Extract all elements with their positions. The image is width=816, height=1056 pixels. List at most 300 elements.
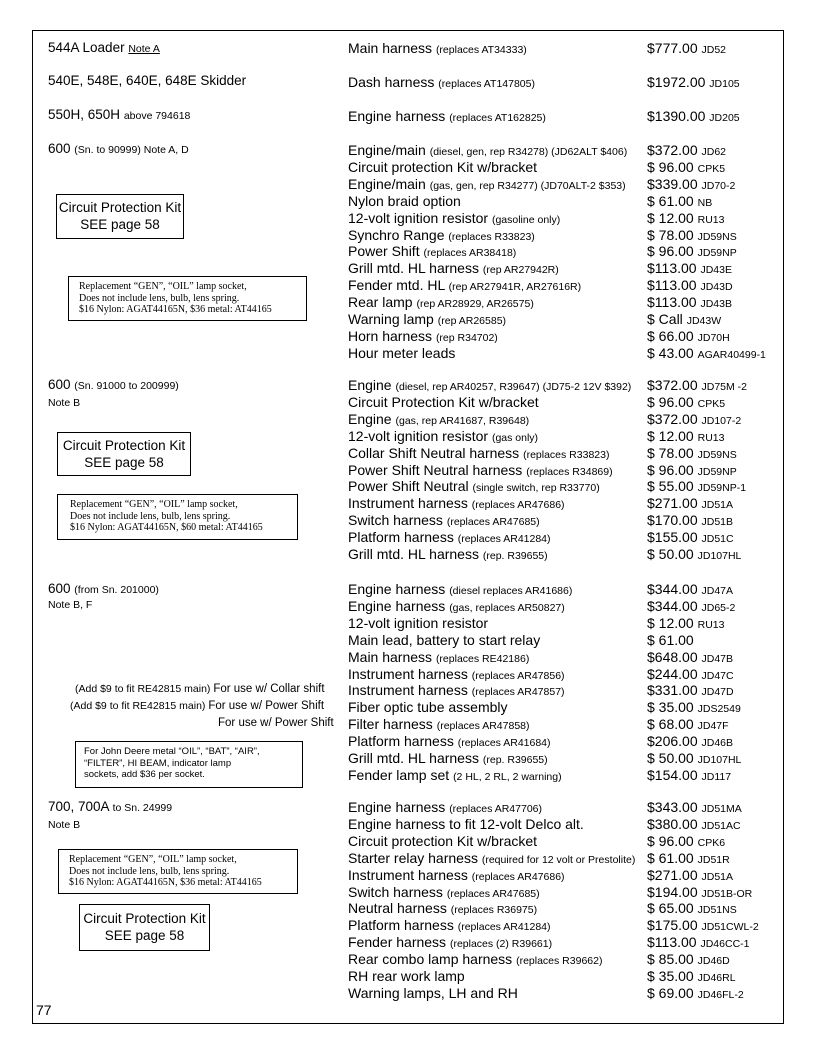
note-line: $16 Nylon: AGAT44165N, $36 metal: AT44165 xyxy=(69,877,262,888)
side-label xyxy=(70,701,324,713)
note-line: sockets, add $36 per socket. xyxy=(84,769,205,780)
item-detail: (replaces AR47856) xyxy=(471,670,565,682)
item-name: Grill mtd. HL harness xyxy=(348,750,479,766)
price-cell xyxy=(647,228,737,243)
item-name: Engine/main xyxy=(348,142,426,158)
item-name: Horn harness xyxy=(348,328,433,344)
price-cell xyxy=(647,717,729,732)
item-detail: (replaces R39662) xyxy=(516,955,603,967)
item-detail: (replaces AR41284) xyxy=(457,921,551,933)
item-row xyxy=(348,868,565,883)
price-cell xyxy=(647,885,752,900)
item-name: Fender lamp set xyxy=(348,767,450,783)
price-cell xyxy=(647,935,749,950)
item-price: $271.00 xyxy=(647,495,698,511)
item-row xyxy=(348,329,498,344)
item-price: $154.00 xyxy=(647,767,698,783)
item-code: JD43E xyxy=(700,264,732,276)
item-name: Instrument harness xyxy=(348,867,468,883)
item-price: $1972.00 xyxy=(647,74,706,90)
side-label-text: For use w/ Power Shift xyxy=(208,700,325,712)
item-name: Instrument harness xyxy=(348,682,468,698)
model-600-early xyxy=(48,142,189,156)
item-detail: (gas, gen, rep R34277) (JD70ALT-2 $353) xyxy=(429,180,626,192)
item-price: $271.00 xyxy=(647,867,698,883)
item-code: JD51C xyxy=(701,533,734,545)
item-code: JD51AC xyxy=(701,820,741,832)
item-code: JD46B xyxy=(701,737,734,749)
item-price: $ 55.00 xyxy=(647,478,694,494)
item-code: JD51B-OR xyxy=(701,888,753,900)
item-price: $206.00 xyxy=(647,733,698,749)
item-row xyxy=(348,952,602,967)
item-price: $ 12.00 xyxy=(647,428,694,444)
price-cell xyxy=(647,851,730,866)
price-cell xyxy=(647,463,737,478)
item-name: Switch harness xyxy=(348,512,443,528)
item-code: JD59NS xyxy=(697,231,737,243)
item-code: JD59NP xyxy=(697,466,737,478)
item-row xyxy=(348,582,572,597)
item-row xyxy=(348,599,565,614)
item-name: Platform harness xyxy=(348,529,454,545)
item-code: JD46CC-1 xyxy=(700,938,750,950)
kit-box-title: Circuit Protection Kit xyxy=(58,200,182,215)
item-code: JD51A xyxy=(701,871,734,883)
note-line: Does not include lens, bulb, lens spring. xyxy=(70,510,231,522)
item-name: Main lead, battery to start relay xyxy=(348,632,541,648)
item-code: NB xyxy=(697,197,713,209)
item-row xyxy=(348,378,631,393)
page-number: 77 xyxy=(36,1002,52,1018)
item-row xyxy=(348,547,548,562)
item-name: Engine harness xyxy=(348,598,446,614)
price-cell xyxy=(647,633,694,648)
item-detail: (replaces R34869) xyxy=(526,466,613,478)
item-detail: (replaces AT162825) xyxy=(449,112,546,124)
item-detail: (rep. R39655) xyxy=(482,550,548,562)
item-name: Switch harness xyxy=(348,884,443,900)
item-price: $ 61.00 xyxy=(647,193,694,209)
item-code: JD59NP-1 xyxy=(697,482,747,494)
price-cell xyxy=(647,295,732,310)
item-name: Engine xyxy=(348,377,392,393)
item-detail: (gasoline only) xyxy=(491,214,561,226)
item-price: $113.00 xyxy=(647,277,697,293)
item-detail: (replaces RE42186) xyxy=(435,653,530,665)
item-name: Engine harness xyxy=(348,581,446,597)
note-line: Replacement “GEN”, “OIL” lamp socket, xyxy=(70,499,238,510)
item-price: $244.00 xyxy=(647,666,698,682)
item-code: JD59NS xyxy=(697,449,737,461)
price-cell xyxy=(647,261,732,276)
item-code: RU13 xyxy=(697,214,725,226)
item-name: Platform harness xyxy=(348,733,454,749)
item-detail: (gas, rep AR41687, R39648) xyxy=(395,415,530,427)
price-cell xyxy=(647,143,726,158)
price-cell xyxy=(647,952,730,967)
item-price: $ 96.00 xyxy=(647,159,694,175)
item-code: JD59NP xyxy=(697,247,737,259)
price-cell xyxy=(647,582,733,597)
item-row xyxy=(348,429,538,444)
item-code: CPK6 xyxy=(697,837,726,849)
item-name: Instrument harness xyxy=(348,666,468,682)
item-price: $ 78.00 xyxy=(647,227,694,243)
item-detail: (replaces AR41684) xyxy=(457,737,551,749)
item-price: $ 50.00 xyxy=(647,750,694,766)
item-name: 12-volt ignition resistor xyxy=(348,428,489,444)
item-detail: (replaces AR41284) xyxy=(457,533,551,545)
item-row xyxy=(348,768,562,783)
model-name: 540E, 548E, 640E, 648E Skidder xyxy=(48,73,247,88)
item-detail: (rep AR27942R) xyxy=(482,264,559,276)
model-name: 544A Loader xyxy=(48,40,129,55)
item-price: $ 68.00 xyxy=(647,716,694,732)
item-name: Platform harness xyxy=(348,917,454,933)
price-cell xyxy=(647,768,731,783)
item-code: RU13 xyxy=(697,619,725,631)
item-row xyxy=(348,616,488,631)
item-price: $777.00 xyxy=(647,40,698,56)
item-name: 12-volt ignition resistor xyxy=(348,615,489,631)
side-label xyxy=(75,684,325,696)
item-price: $113.00 xyxy=(647,294,697,310)
price-cell xyxy=(647,496,733,511)
item-price: $ 35.00 xyxy=(647,968,694,984)
item-price: $339.00 xyxy=(647,176,698,192)
note-line: For John Deere metal “OIL”, “BAT”, “AIR”, xyxy=(84,746,260,757)
price-cell xyxy=(647,412,741,427)
item-detail: (rep AR27941R, AR27616R) xyxy=(448,281,582,293)
price-cell xyxy=(647,479,746,494)
item-name: Engine harness to fit 12-volt Delco alt. xyxy=(348,816,584,832)
item-price: $113.00 xyxy=(647,260,697,276)
item-row xyxy=(348,817,584,832)
item-code: JD47F xyxy=(697,720,729,732)
item-row xyxy=(348,41,527,56)
price-cell xyxy=(647,244,737,259)
item-row xyxy=(348,751,548,766)
price-cell xyxy=(647,700,741,715)
item-code: JD51A xyxy=(701,499,734,511)
item-row xyxy=(348,667,565,682)
item-detail: (replaces AR47857) xyxy=(471,686,565,698)
model-note: (Sn. to 90999) Note A, D xyxy=(74,144,189,156)
item-detail: (rep. R39655) xyxy=(482,754,548,766)
model-600-late xyxy=(48,582,159,596)
item-row xyxy=(348,700,508,715)
item-price: $ 78.00 xyxy=(647,445,694,461)
item-row xyxy=(348,683,565,698)
item-price: $344.00 xyxy=(647,598,698,614)
item-detail: (replaces AR47858) xyxy=(436,720,530,732)
item-code: JD46FL-2 xyxy=(697,989,744,1001)
price-cell xyxy=(647,800,742,815)
item-name: Engine harness xyxy=(348,799,446,815)
item-price: $ 96.00 xyxy=(647,394,694,410)
item-row xyxy=(348,143,627,158)
price-cell xyxy=(647,616,724,631)
item-detail: (diesel, rep AR40257, R39647) (JD75-2 12V $392) xyxy=(395,381,632,393)
note-line: $16 Nylon: AGAT44165N, $36 metal: AT44165 xyxy=(79,304,272,315)
item-detail: (2 HL, 2 RL, 2 warning) xyxy=(453,771,562,783)
item-detail: (diesel, gen, rep R34278) (JD62ALT $406) xyxy=(429,146,628,158)
item-code: JD51NS xyxy=(697,904,737,916)
side-label-text: For use w/ Collar shift xyxy=(213,683,325,695)
kit-reference-box xyxy=(57,432,191,476)
item-price: $113.00 xyxy=(647,934,697,950)
kit-box-title: Circuit Protection Kit xyxy=(62,438,186,453)
item-code: JD51CWL-2 xyxy=(701,921,759,933)
item-detail: (required for 12 volt or Prestolite) xyxy=(481,854,636,866)
item-detail: (replaces AR47686) xyxy=(471,499,565,511)
item-name: Warning lamp xyxy=(348,311,434,327)
price-cell xyxy=(647,834,725,849)
model-700 xyxy=(48,800,172,814)
price-cell xyxy=(647,969,736,984)
model-name: 550H, 650H xyxy=(48,107,124,122)
item-name: Circuit protection Kit w/bracket xyxy=(348,159,538,175)
item-name: 12-volt ignition resistor xyxy=(348,210,489,226)
item-row xyxy=(348,496,565,511)
item-name: Engine harness xyxy=(348,108,446,124)
item-row xyxy=(348,834,537,849)
model-note: to Sn. 24999 xyxy=(112,802,173,814)
item-row xyxy=(348,228,535,243)
price-cell xyxy=(647,683,734,698)
item-row xyxy=(348,194,461,209)
price-cell xyxy=(647,513,733,528)
item-name: Fiber optic tube assembly xyxy=(348,699,508,715)
item-row xyxy=(348,918,551,933)
item-code: RU13 xyxy=(697,432,725,444)
item-row xyxy=(348,633,540,648)
item-price: $331.00 xyxy=(647,682,698,698)
price-cell xyxy=(647,817,741,832)
item-code: CPK5 xyxy=(697,163,726,175)
item-code: JD65-2 xyxy=(701,602,736,614)
price-cell xyxy=(647,75,740,90)
price-cell xyxy=(647,329,730,344)
item-code: JD51R xyxy=(697,854,730,866)
price-cell xyxy=(647,41,726,56)
model-note: Note A xyxy=(128,43,160,55)
item-detail: (replaces AR47685) xyxy=(446,516,540,528)
item-price: $ 66.00 xyxy=(647,328,694,344)
item-name: Power Shift xyxy=(348,243,420,259)
item-code: JD107-2 xyxy=(701,415,742,427)
side-label-note: (Add $9 to fit RE42815 main) xyxy=(75,683,214,695)
item-name: Starter relay harness xyxy=(348,850,478,866)
item-detail: (gas only) xyxy=(491,432,539,444)
price-cell xyxy=(647,918,759,933)
item-code: JD51B xyxy=(701,516,734,528)
item-price: $343.00 xyxy=(647,799,698,815)
item-row xyxy=(348,935,552,950)
item-price: $ 85.00 xyxy=(647,951,694,967)
item-detail: (replaces AR47686) xyxy=(471,871,565,883)
price-cell xyxy=(647,751,741,766)
item-row xyxy=(348,986,518,1001)
price-cell xyxy=(647,211,724,226)
item-price: $ 65.00 xyxy=(647,900,694,916)
model-note: Note B xyxy=(48,819,81,831)
model-550h-650h xyxy=(48,108,190,122)
price-cell xyxy=(647,530,734,545)
item-price: $ 69.00 xyxy=(647,985,694,1001)
price-cell xyxy=(647,194,712,209)
price-cell xyxy=(647,667,734,682)
item-price: $372.00 xyxy=(647,142,698,158)
item-name: Instrument harness xyxy=(348,495,468,511)
item-detail: (replaces AT147805) xyxy=(438,78,535,90)
item-row xyxy=(348,969,465,984)
item-name: Grill mtd. HL harness xyxy=(348,260,479,276)
note-line: Replacement “GEN”, “OIL” lamp socket, xyxy=(79,281,247,292)
model-note: Note B, F xyxy=(48,599,93,611)
item-code: JD47C xyxy=(701,670,734,682)
item-price: $170.00 xyxy=(647,512,698,528)
item-price: $648.00 xyxy=(647,649,698,665)
item-name: Synchro Range xyxy=(348,227,445,243)
item-detail: (replaces R33823) xyxy=(523,449,610,461)
item-name: Engine xyxy=(348,411,392,427)
item-name: Engine/main xyxy=(348,176,426,192)
item-price: $ 35.00 xyxy=(647,699,694,715)
price-cell xyxy=(647,599,735,614)
item-row xyxy=(348,734,551,749)
item-name: Filter harness xyxy=(348,716,433,732)
side-label xyxy=(218,718,334,730)
kit-reference-box xyxy=(79,904,210,951)
item-row xyxy=(348,160,537,175)
item-price: $194.00 xyxy=(647,884,698,900)
item-code: JD47A xyxy=(701,585,734,597)
item-price: $ 96.00 xyxy=(647,833,694,849)
item-row xyxy=(348,278,581,293)
item-row xyxy=(348,295,534,310)
item-name: Power Shift Neutral xyxy=(348,478,469,494)
kit-box-page: SEE page 58 xyxy=(84,455,164,470)
model-544a-loader xyxy=(48,41,160,55)
item-name: Neutral harness xyxy=(348,900,447,916)
item-price: $155.00 xyxy=(647,529,698,545)
price-cell xyxy=(647,986,744,1001)
kit-reference-box xyxy=(56,194,184,239)
note-line: “FILTER”, HI BEAM, indicator lamp xyxy=(84,757,232,769)
item-row xyxy=(348,851,635,866)
item-code: JD47D xyxy=(701,686,734,698)
item-price: $ 50.00 xyxy=(647,546,694,562)
model-note: (Sn. 91000 to 200999) xyxy=(74,380,179,392)
item-name: Warning lamps, LH and RH xyxy=(348,985,518,1001)
note-line: Replacement “GEN”, “OIL” lamp socket, xyxy=(69,854,237,865)
item-detail: (rep R34702) xyxy=(435,332,498,344)
price-cell xyxy=(647,278,733,293)
price-cell xyxy=(647,177,735,192)
item-price: $ 12.00 xyxy=(647,615,694,631)
model-name: 600 xyxy=(48,377,75,392)
item-code: JD52 xyxy=(701,44,727,56)
item-price: $ 96.00 xyxy=(647,462,694,478)
item-code: JD43D xyxy=(700,281,733,293)
item-row xyxy=(348,463,613,478)
item-detail: (single switch, rep R33770) xyxy=(472,482,600,494)
item-name: Hour meter leads xyxy=(348,345,456,361)
item-price: $380.00 xyxy=(647,816,698,832)
item-detail: (replaces AT34333) xyxy=(435,44,527,56)
item-price: $ Call xyxy=(647,311,683,327)
item-price: $ 61.00 xyxy=(647,632,694,648)
model-skidder xyxy=(48,74,246,88)
side-label-note: (Add $9 to fit RE42815 main) xyxy=(70,700,209,712)
item-price: $372.00 xyxy=(647,377,698,393)
item-row xyxy=(348,901,537,916)
price-cell xyxy=(647,378,747,393)
model-name: 600 xyxy=(48,141,75,156)
item-row xyxy=(348,650,529,665)
price-cell xyxy=(647,346,766,361)
item-code: CPK5 xyxy=(697,398,726,410)
item-row xyxy=(348,261,559,276)
item-code: JD105 xyxy=(709,78,740,90)
item-price: $344.00 xyxy=(647,581,698,597)
item-row xyxy=(348,800,542,815)
model-name: 600 xyxy=(48,581,75,596)
item-price: $372.00 xyxy=(647,411,698,427)
item-row xyxy=(348,211,560,226)
item-code: JD51MA xyxy=(701,803,742,815)
item-name: Fender harness xyxy=(348,934,447,950)
item-code: JD205 xyxy=(709,112,740,124)
item-name: Fender mtd. HL xyxy=(348,277,445,293)
item-row xyxy=(348,346,455,361)
item-row xyxy=(348,412,529,427)
kit-box-page: SEE page 58 xyxy=(104,928,185,943)
price-cell xyxy=(647,734,733,749)
price-cell xyxy=(647,395,725,410)
model-note: (from Sn. 201000) xyxy=(74,584,159,596)
model-note: Note B xyxy=(48,397,81,409)
item-name: Nylon braid option xyxy=(348,193,461,209)
item-detail: (rep AR28929, AR26575) xyxy=(416,298,534,310)
item-row xyxy=(348,885,540,900)
item-code: JD43W xyxy=(686,315,722,327)
item-row xyxy=(348,109,546,124)
item-row xyxy=(348,395,539,410)
item-name: Circuit Protection Kit w/bracket xyxy=(348,394,539,410)
deere-socket-note xyxy=(75,741,303,788)
item-row xyxy=(348,312,506,327)
item-code: JD62 xyxy=(701,146,727,158)
item-code: AGAR40499-1 xyxy=(697,349,766,361)
item-row xyxy=(348,446,609,461)
side-label-text: For use w/ Power Shift xyxy=(218,717,334,729)
item-code: JD70-2 xyxy=(701,180,736,192)
kit-box-page: SEE page 58 xyxy=(80,217,160,232)
item-row xyxy=(348,244,516,259)
item-name: Main harness xyxy=(348,40,433,56)
price-cell xyxy=(647,312,721,327)
item-code: JD47B xyxy=(701,653,734,665)
item-name: Dash harness xyxy=(348,74,435,90)
note-line: Does not include lens, bulb, lens spring. xyxy=(69,865,230,877)
price-cell xyxy=(647,901,737,916)
item-detail: (replaces R33823) xyxy=(448,231,535,243)
item-price: $1390.00 xyxy=(647,108,706,124)
lamp-socket-note xyxy=(58,849,298,894)
